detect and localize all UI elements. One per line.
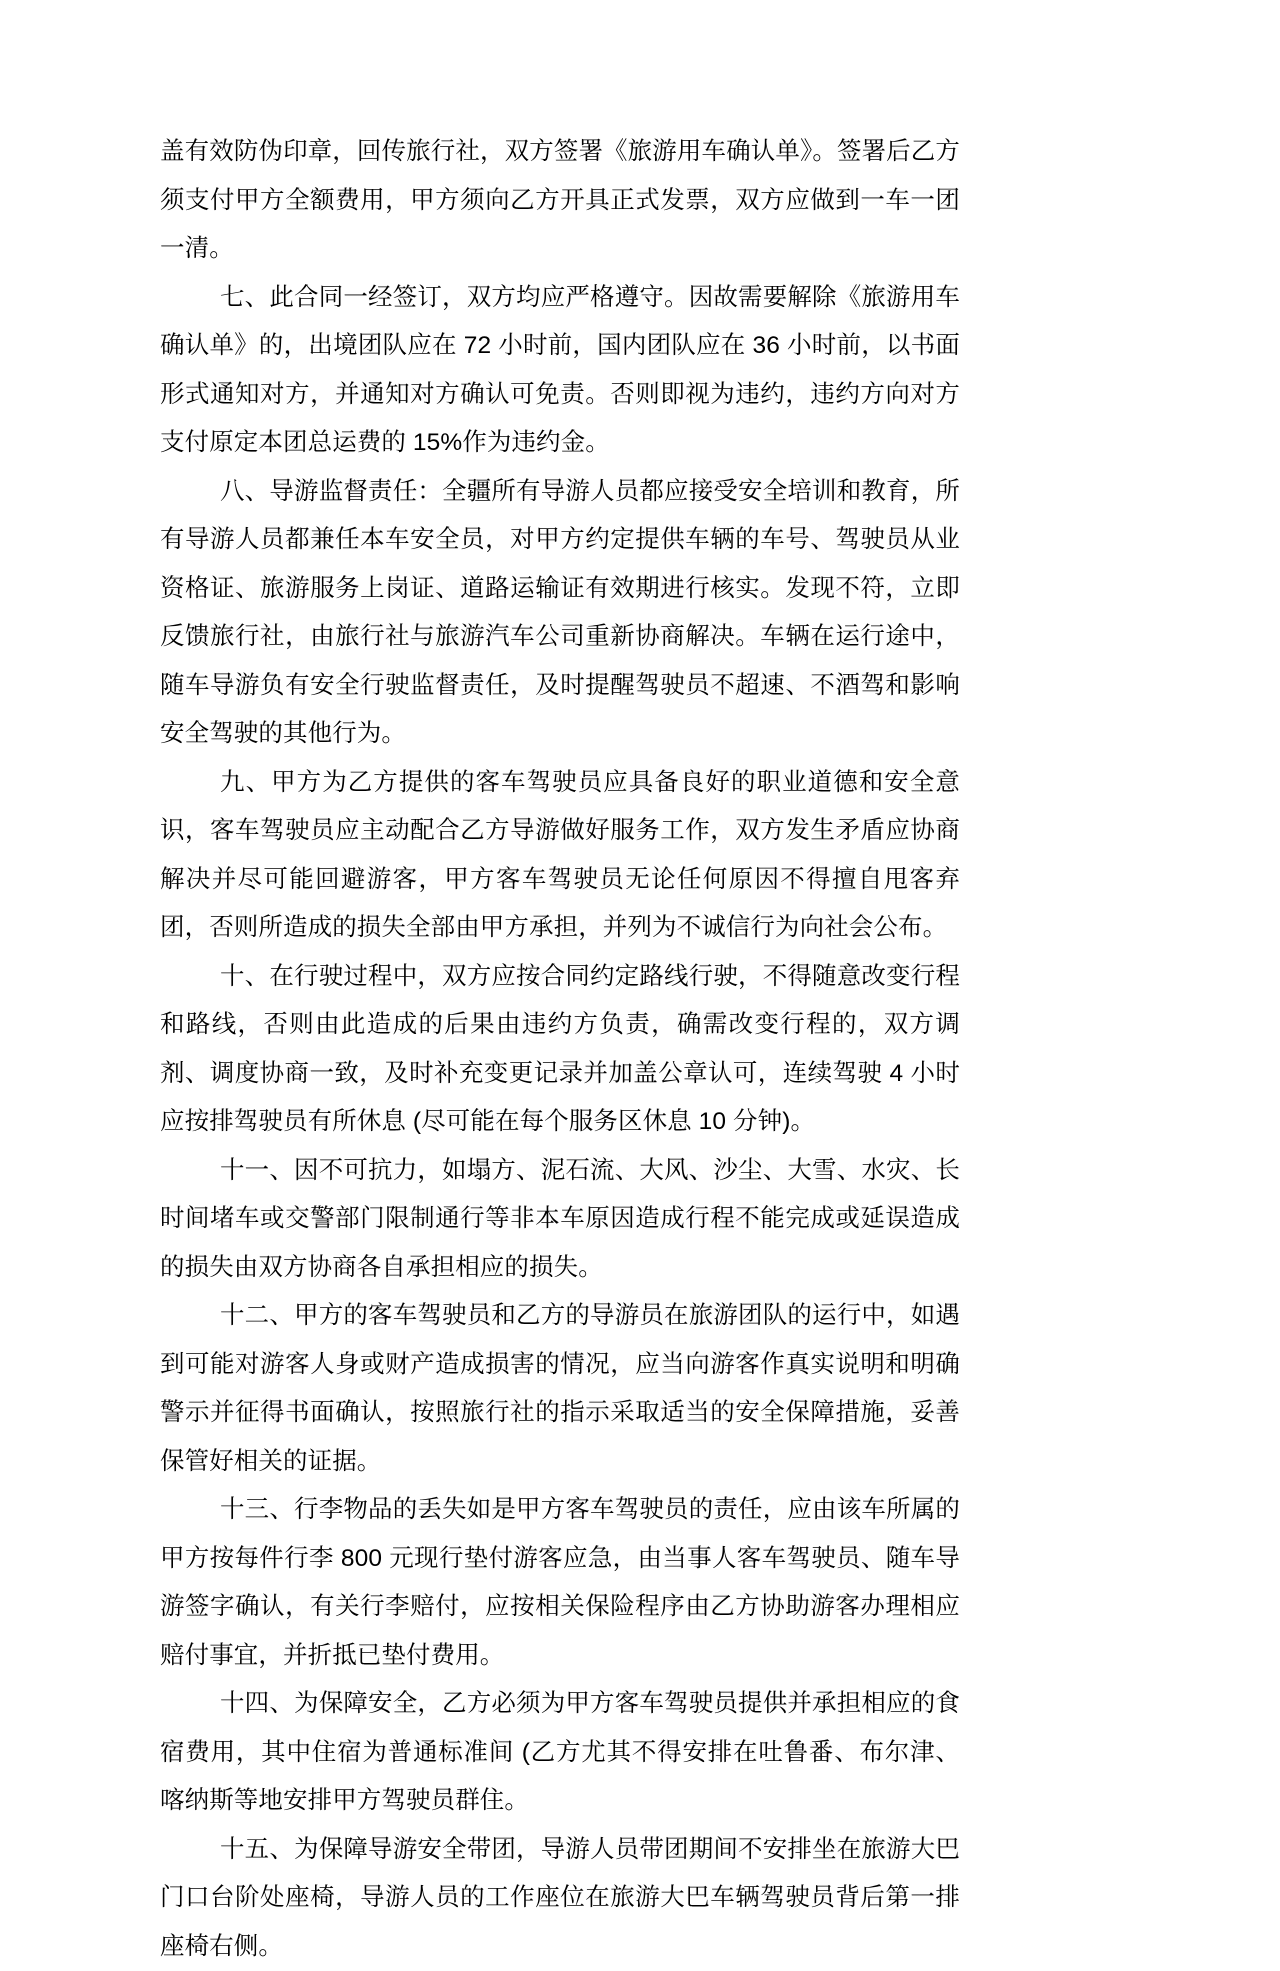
paragraph-clause-13: 十三、行李物品的丢失如是甲方客车驾驶员的责任，应由该车所属的甲方按每件行李 800 元现行垫付游客应急，由当事人客车驾驶员、随车导游签字确认，有关行李赔付，应按相关保险程序由乙方协助游客办理相应赔付事宜，并折抵已垫付费用。 xyxy=(160,1486,960,1680)
paragraph-clause-10: 十、在行驶过程中，双方应按合同约定路线行驶，不得随意改变行程和路线，否则由此造成的后果由违约方负责，确需改变行程的，双方调剂、调度协商一致，及时补充变更记录并加盖公章认可，连续驾驶 4 小时应按排驾驶员有所休息 (尽可能在每个服务区休息 10 分钟)。 xyxy=(160,953,960,1147)
paragraph-clause-9: 九、甲方为乙方提供的客车驾驶员应具备良好的职业道德和安全意识，客车驾驶员应主动配合乙方导游做好服务工作，双方发生矛盾应协商解决并尽可能回避游客，甲方客车驾驶员无论任何原因不得擅自甩客弃团，否则所造成的损失全部由甲方承担，并列为不诚信行为向社会公布。 xyxy=(160,759,960,953)
paragraph-clause-15: 十五、为保障导游安全带团，导游人员带团期间不安排坐在旅游大巴门口台阶处座椅，导游人员的工作座位在旅游大巴车辆驾驶员背后第一排座椅右侧。 xyxy=(160,1826,960,1971)
paragraph-clause-11: 十一、因不可抗力，如塌方、泥石流、大风、沙尘、大雪、水灾、长时间堵车或交警部门限制通行等非本车原因造成行程不能完成或延误造成的损失由双方协商各自承担相应的损失。 xyxy=(160,1147,960,1293)
paragraph-clause-14: 十四、为保障安全，乙方必须为甲方客车驾驶员提供并承担相应的食宿费用，其中住宿为普通标准间 (乙方尤其不得安排在吐鲁番、布尔津、喀纳斯等地安排甲方驾驶员群住。 xyxy=(160,1680,960,1826)
paragraph-clause-12: 十二、甲方的客车驾驶员和乙方的导游员在旅游团队的运行中，如遇到可能对游客人身或财产造成损害的情况，应当向游客作真实说明和明确警示并征得书面确认，按照旅行社的指示采取适当的安全保障措施，妥善保管好相关的证据。 xyxy=(160,1292,960,1486)
paragraph-clause-6-continued: 盖有效防伪印章，回传旅行社，双方签署《旅游用车确认单》。签署后乙方须支付甲方全额费用，甲方须向乙方开具正式发票，双方应做到一车一团一清。 xyxy=(160,128,960,274)
paragraph-clause-8: 八、导游监督责任：全疆所有导游人员都应接受安全培训和教育，所有导游人员都兼任本车安全员，对甲方约定提供车辆的车号、驾驶员从业资格证、旅游服务上岗证、道路运输证有效期进行核实。发现不符，立即反馈旅行社，由旅行社与旅游汽车公司重新协商解决。车辆在运行途中，随车导游负有安全行驶监督责任，及时提醒驾驶员不超速、不酒驾和影响安全驾驶的其他行为。 xyxy=(160,468,960,759)
paragraph-clause-7: 七、此合同一经签订，双方均应严格遵守。因故需要解除《旅游用车确认单》的，出境团队应在 72 小时前，国内团队应在 36 小时前，以书面形式通知对方，并通知对方确认可免责。否则即视为违约，违约方向对方支付原定本团总运费的 15%作为违约金。 xyxy=(160,274,960,468)
document-text-body xyxy=(160,128,960,1971)
